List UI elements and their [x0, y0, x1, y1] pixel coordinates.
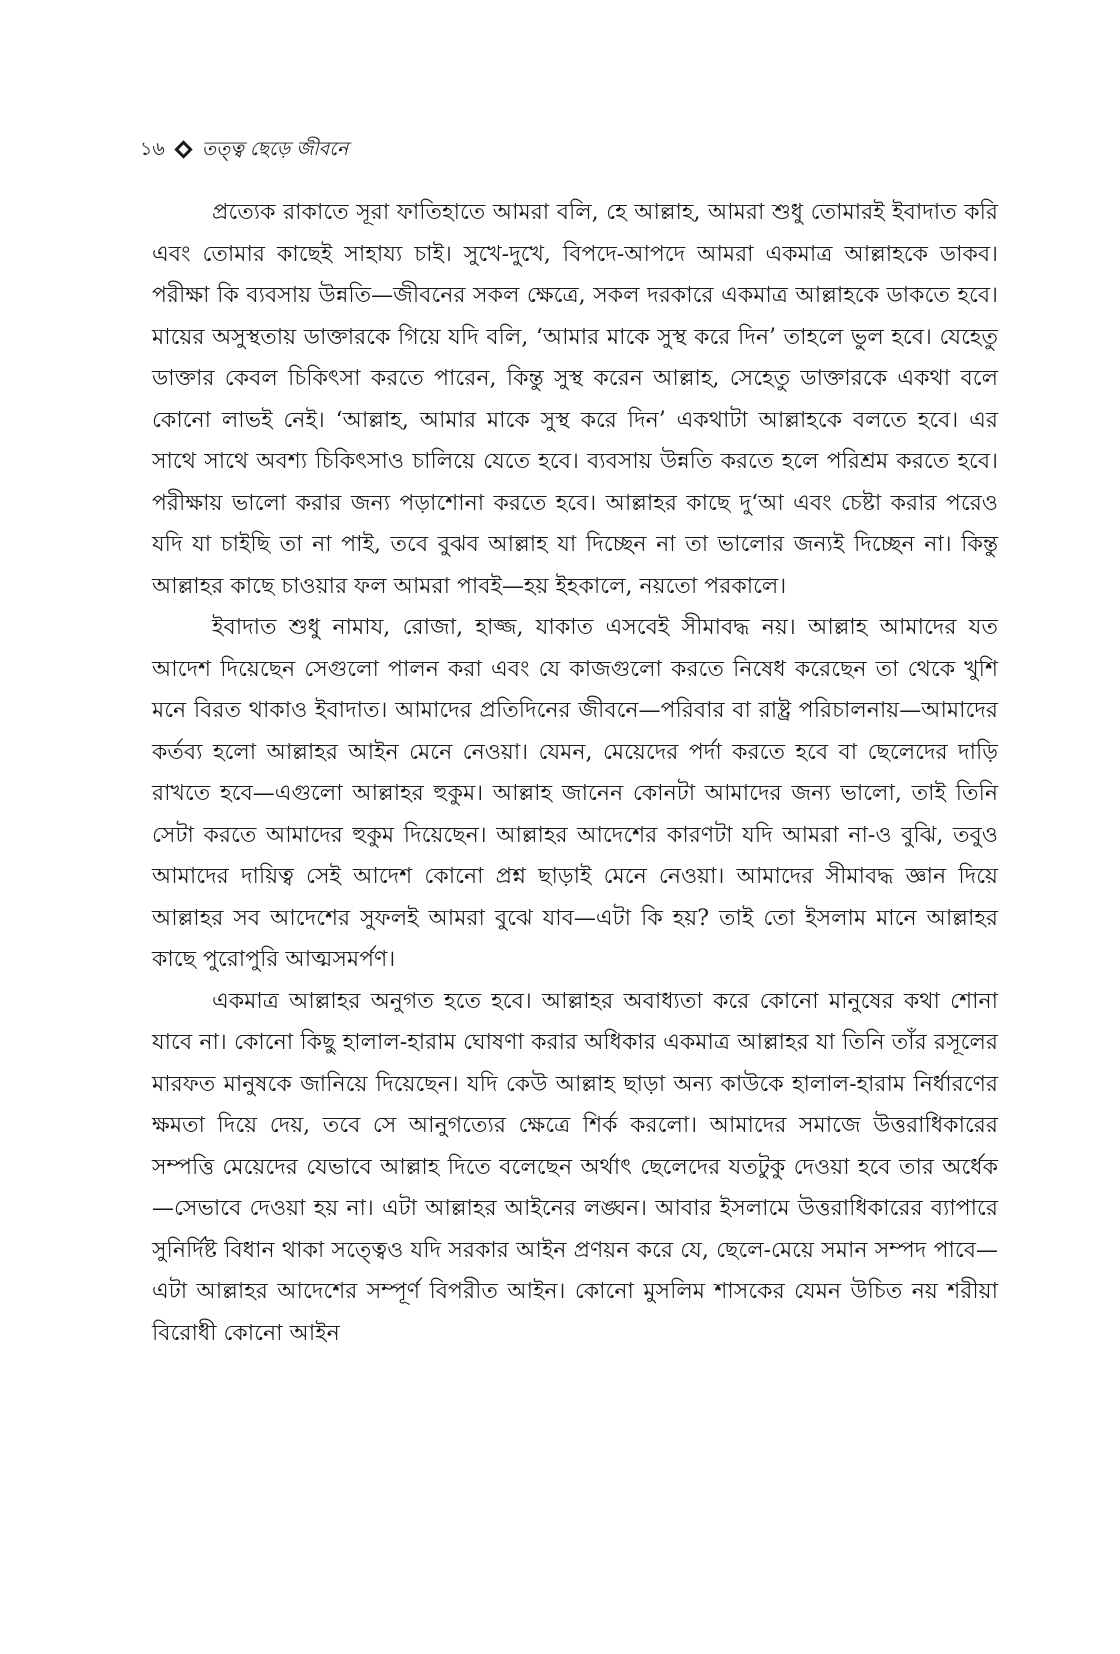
running-header: [140, 136, 348, 162]
paragraph-1: প্রত্যেক রাকাতে সূরা ফাতিহাতে আমরা বলি, হে আল্লাহ, আমরা শুধু তোমারই ইবাদাত করি এবং তোমার কাছেই সাহায্য চাই। সুখে-দুখে, বিপদে-আপদে আমরা একমাত্র আল্লাহকে ডাকব। পরীক্ষা কি ব্যবসায় উন্নতি—জীবনের সকল ক্ষেত্রে, সকল দরকারে একমাত্র আল্লাহকে ডাকতে হবে। মায়ের অসুস্থতায় ডাক্তারকে গিয়ে যদি বলি, ‘আমার মাকে সুস্থ করে দিন’ তাহলে ভুল হবে। যেহেতু ডাক্তার কেবল চিকিৎসা করতে পারেন, কিন্তু সুস্থ করেন আল্লাহ, সেহেতু ডাক্তারকে একথা বলে কোনো লাভই নেই। ‘আল্লাহ, আমার মাকে সুস্থ করে দিন’ একথাটা আল্লাহকে বলতে হবে। এর সাথে সাথে অবশ্য চিকিৎসাও চালিয়ে যেতে হবে। ব্যবসায় উন্নতি করতে হলে পরিশ্রম করতে হবে। পরীক্ষায় ভালো করার জন্য পড়াশোনা করতে হবে। আল্লাহর কাছে দু‘আ এবং চেষ্টা করার পরেও যদি যা চাইছি তা না পাই, তবে বুঝব আল্লাহ যা দিচ্ছেন না তা ভালোর জন্যই দিচ্ছেন না। কিন্তু আল্লাহর কাছে চাওয়ার ফল আমরা পাবই—হয় ইহকালে, নয়তো পরকালে।: [152, 200, 998, 599]
paragraph-2: ইবাদাত শুধু নামায, রোজা, হাজ্জ, যাকাত এসবেই সীমাবদ্ধ নয়। আল্লাহ আমাদের যত আদেশ দিয়েছেন সেগুলো পালন করা এবং যে কাজগুলো করতে নিষেধ করেছেন তা থেকে খুশি মনে বিরত থাকাও ইবাদাত। আমাদের প্রতিদিনের জীবনে—পরিবার বা রাষ্ট্র পরিচালনায়—আমাদের কর্তব্য হলো আল্লাহর আইন মেনে নেওয়া। যেমন, মেয়েদের পর্দা করতে হবে বা ছেলেদের দাড়ি রাখতে হবে—এগুলো আল্লাহর হুকুম। আল্লাহ জানেন কোনটা আমাদের জন্য ভালো, তাই তিনি সেটা করতে আমাদের হুকুম দিয়েছেন। আল্লাহর আদেশের কারণটা যদি আমরা না-ও বুঝি, তবুও আমাদের দায়িত্ব সেই আদেশ কোনো প্রশ্ন ছাড়াই মেনে নেওয়া। আমাদের সীমাবদ্ধ জ্ঞান দিয়ে আল্লাহর সব আদেশের সুফলই আমরা বুঝে যাব—এটা কি হয়? তাই তো ইসলাম মানে আল্লাহর কাছে পুরোপুরি আত্মসমর্পণ।: [152, 615, 998, 972]
book-title: তত্ত্ব ছেড়ে জীবনে: [201, 138, 349, 160]
diamond-icon: [174, 140, 192, 158]
paragraph-3: একমাত্র আল্লাহর অনুগত হতে হবে। আল্লাহর অবাধ্যতা করে কোনো মানুষের কথা শোনা যাবে না। কোনো কিছু হালাল-হারাম ঘোষণা করার অধিকার একমাত্র আল্লাহর যা তিনি তাঁর রসূলের মারফত মানুষকে জানিয়ে দিয়েছেন। যদি কেউ আল্লাহ ছাড়া অন্য কাউকে হালাল-হারাম নির্ধারণের ক্ষমতা দিয়ে দেয়, তবে সে আনুগত্যের ক্ষেত্রে শির্ক করলো। আমাদের সমাজে উত্তরাধিকারের সম্পত্তি মেয়েদের যেভাবে আল্লাহ দিতে বলেছেন অর্থাৎ ছেলেদের যতটুকু দেওয়া হবে তার অর্ধেক—সেভাবে দেওয়া হয় না। এটা আল্লাহর আইনের লঙ্ঘন। আবার ইসলামে উত্তরাধিকারের ব্যাপারে সুনির্দিষ্ট বিধান থাকা সত্ত্বেও যদি সরকার আইন প্রণয়ন করে যে, ছেলে-মেয়ে সমান সম্পদ পাবে—এটা আল্লাহর আদেশের সম্পূর্ণ বিপরীত আইন। কোনো মুসলিম শাসকের যেমন উচিত নয় শরীয়া বিরোধী কোনো আইন: [152, 988, 998, 1346]
page-number: ১৬: [140, 138, 165, 160]
body-text: [152, 192, 998, 1354]
